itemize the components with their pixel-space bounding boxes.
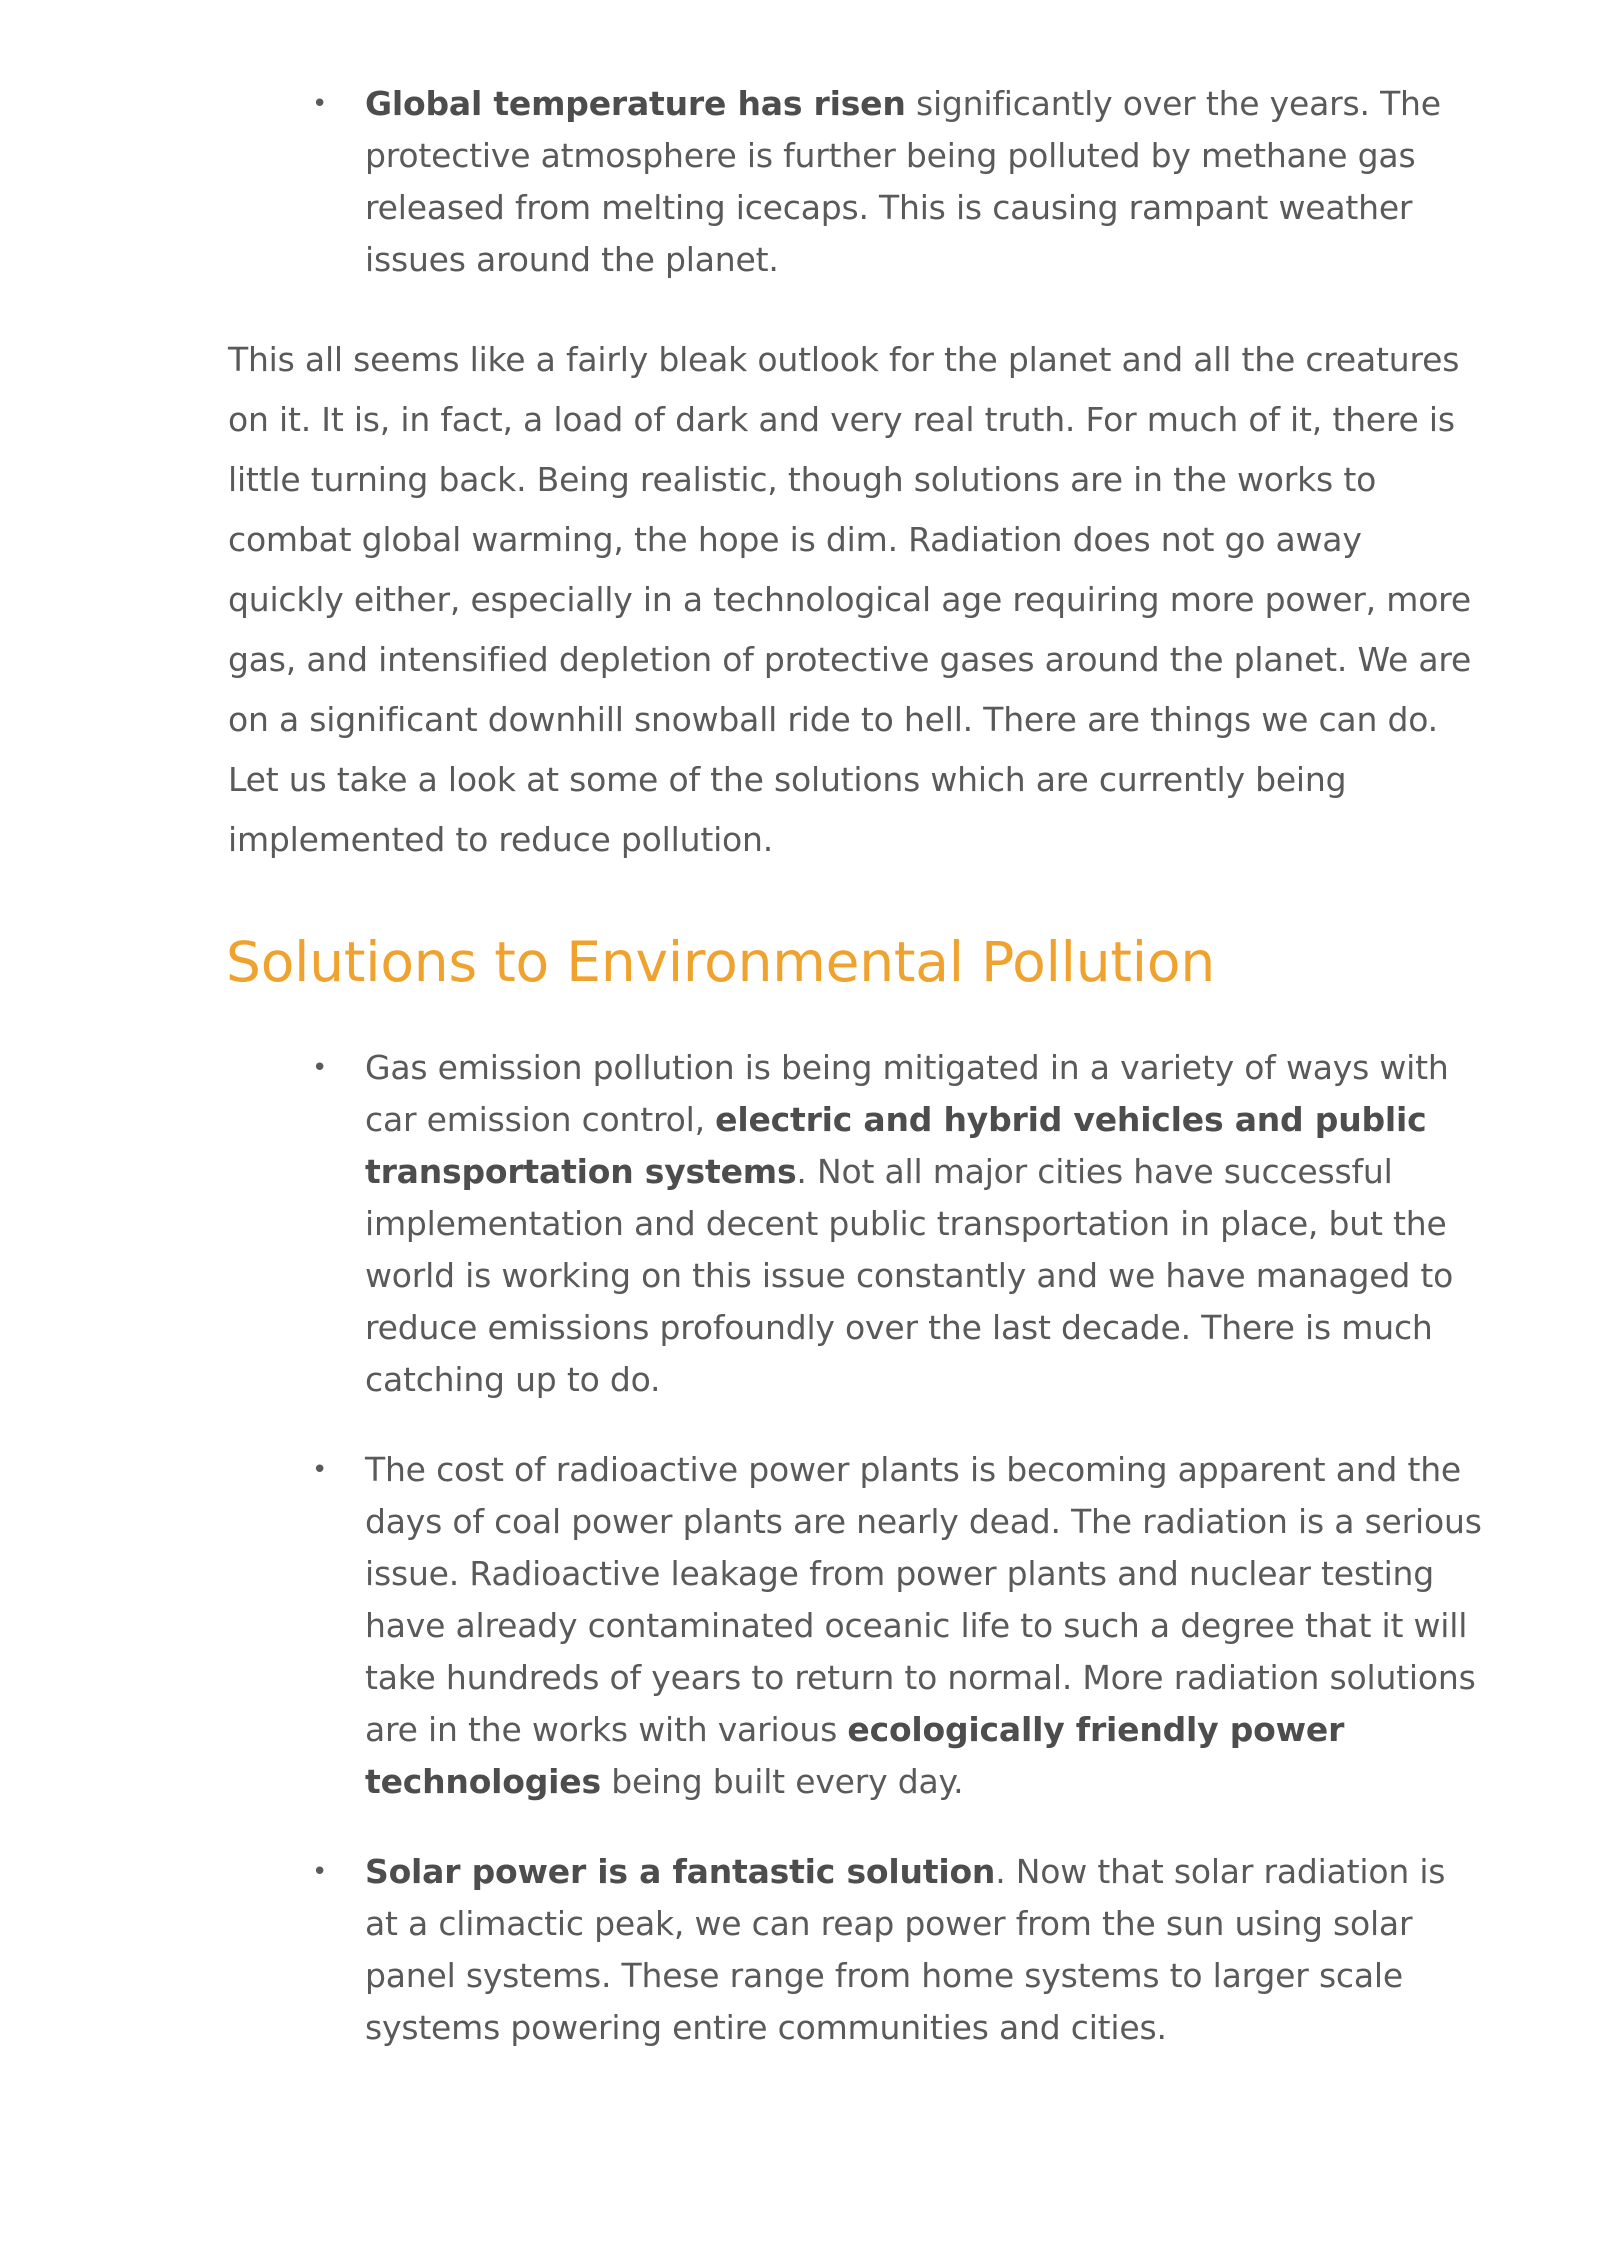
body-text: The cost of radioactive power plants is becoming apparent and the days of coal power plants are nearly dead. The radiation is a serious issue. Radioactive leakage from power plants and nuclear testing have already contaminated oceanic life to such a degree that it will take hundreds of years to return to normal. More radiation solutions are in the works with various xyxy=(365,1450,1482,1749)
list-item xyxy=(312,1444,1482,1808)
bold-text: Solar power is a fantastic solution xyxy=(365,1852,996,1891)
bullet-icon: • xyxy=(312,1053,328,1083)
body-text: significantly over the years. The protective atmosphere is further being polluted by methane gas released from melting icecaps. This is causing rampant weather issues around the planet. xyxy=(365,84,1441,279)
body-text: Gas emission pollution is being mitigated in a variety of ways with car emission control, xyxy=(365,1048,1449,1139)
top-bullet-list xyxy=(312,78,1482,286)
body-paragraph: This all seems like a fairly bleak outlook for the planet and all the creatures on it. It is, in fact, a load of dark and very real truth. For much of it, there is little turning back. Being realistic, though solutions are in the works to combat global warming, the hope is dim. Radiation does not go away quickly either, especially in a technological age requiring more power, more gas, and intensified depletion of protective gases around the planet. We are on a significant downhill snowball ride to hell. There are things we can do. Let us take a look at some of the solutions which are currently being implemented to reduce pollution. xyxy=(228,340,1472,859)
solutions-bullet-list xyxy=(312,1042,1482,2054)
bullet-icon: • xyxy=(312,89,328,119)
list-item xyxy=(312,1846,1482,2054)
bullet-icon: • xyxy=(312,1455,328,1485)
body-text: . Not all major cities have successful implementation and decent public transportation in place, but the world is working on this issue constantly and we have managed to reduce emissions profoundly over the last decade. There is much catching up to do. xyxy=(365,1152,1454,1399)
bold-text: ecologically friendly power technologies xyxy=(365,1710,1345,1801)
bullet-icon: • xyxy=(312,1857,328,1887)
bold-text: Global temperature has risen xyxy=(365,84,906,123)
section-heading: Solutions to Environmental Pollution xyxy=(226,930,1215,994)
list-item xyxy=(312,78,1482,286)
body-text: being built every day. xyxy=(600,1762,964,1801)
bold-text: electric and hybrid vehicles and public transportation systems xyxy=(365,1100,1427,1191)
body-text: . Now that solar radiation is at a climactic peak, we can reap power from the sun using solar panel systems. These range from home systems to larger scale systems powering entire communities and cities. xyxy=(365,1852,1446,2047)
list-item xyxy=(312,1042,1482,1406)
